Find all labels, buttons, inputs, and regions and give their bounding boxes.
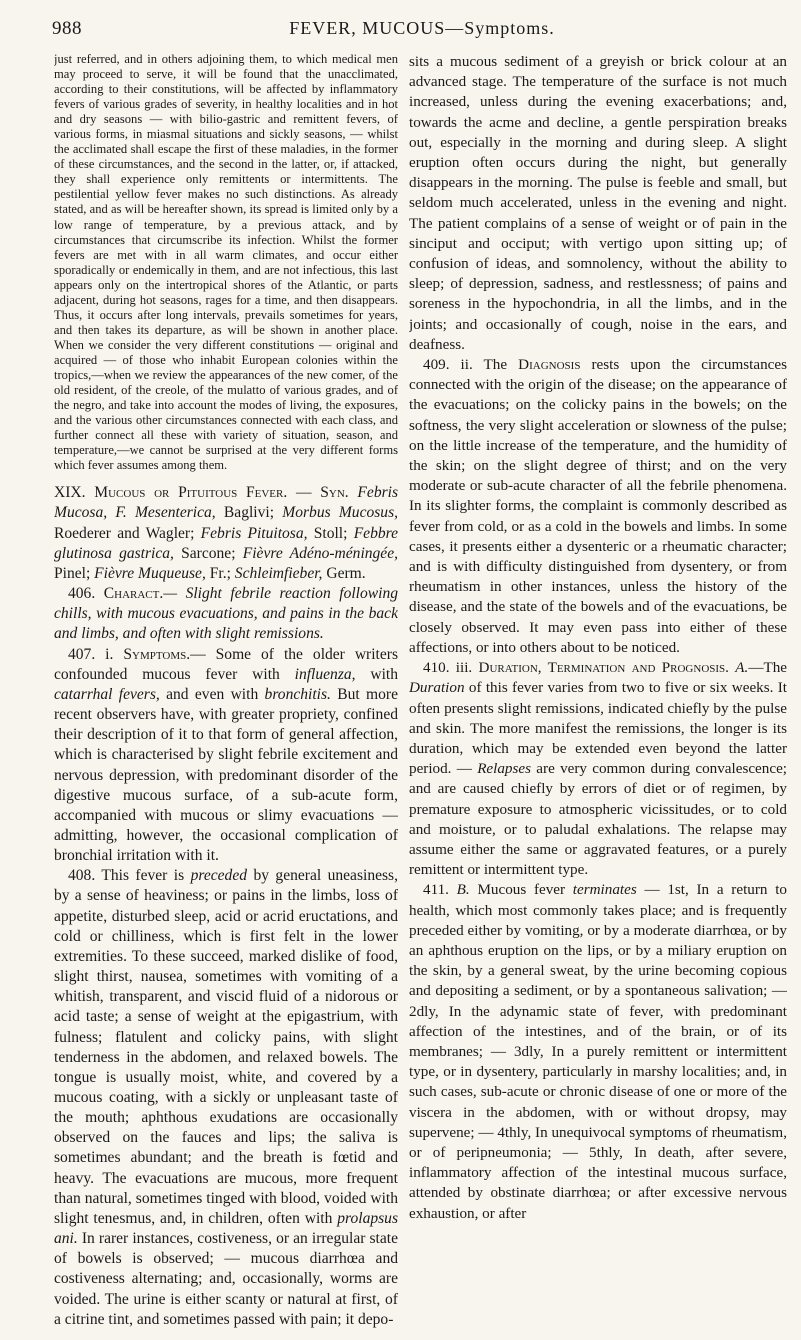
synonym-author: Roederer and Wagler; [54, 524, 195, 542]
syn-label: — Syn. [295, 484, 349, 502]
paragraph-411 [409, 880, 787, 1223]
paragraph-407 [54, 645, 398, 867]
para-italic: terminates [572, 881, 637, 899]
para-text: and even with [159, 685, 265, 703]
page-header [52, 18, 792, 44]
paragraph-406 [54, 584, 398, 644]
synonym-author: Fr.; [209, 564, 231, 582]
para-italic: prolapsus ani. [54, 1209, 398, 1248]
synonym-term: Morbus Mucosus, [282, 504, 398, 522]
para-label: Charact. [103, 585, 164, 603]
synonym-term: F. Mesenterica, [115, 504, 216, 522]
synonym-author: Baglivi; [223, 504, 275, 522]
para-italic: influenza, [294, 665, 356, 683]
para-text: —The [748, 659, 787, 677]
para-text: by general uneasiness, by a sense of heaviness; or pains in the limbs, loss of appetite, disturbed sleep, acid or acrid eructations, and cold or chilliness, which is first felt in the lower extremities. To these succeed, marked dislike of food, slight thirst, nausea, sometimes with vomiting of a whitish, transparent, and viscid fluid of a nidorous or acid taste; a sense of weight at the epigastrium, with fulness; flatulent and colicky pains, with slight tenderness in the abdomen, and relaxed bowels. The tongue is usually moist, white, and covered by a mucous coating, with a sickly or unpleasant taste of the mouth; aphthous exudations are occasionally observed on the fauces and lips; the saliva is sometimes abundant; and the breath is fœtid and heavy. The evacuations are mucous, more frequent than natural, sometimes tinged with blood, voided with slight tenesmus, and, in children, often with [54, 867, 398, 1227]
continued-paragraph: just referred, and in others adjoining them, to which medical men may proceed to serve, it will be found that the unacclimated, according to their constitutions, will be affected by inflammatory fevers of various grades of severity, in healthy localities and in hot and dry seasons — with bilio-gastric and remittent fevers, of various forms, in miasmal situations and sickly seasons, — whilst the acclimated shall escape the first of these maladies, in the former of these circumstances, and the second in the latter, or, if attacked, they shall experience only remittents or intermittents. The pestilential yellow fever makes no such distinctions. As already stated, and as will be hereafter shown, its spread is limited only by a low range of temperature, by a previous attack, and by circumstances that circumscribe its infection. Whilst the former fevers are met with in all warm climates, and occur either sporadically or endemically in them, and are not infectious, this last appears only on the intertropical shores of the Atlantic, or parts adjacent, during hot seasons, rages for a time, and then disappears. Thus, it occurs after long intervals, prevails sometimes for years, and then takes its departure, as will be shown in another place. When we consider the very different constitutions — original and acquired — of those who inhabit European colonies within the tropics,—when we review the appearances of the new comer, of the old resident, of the creole, of the mulatto of various grades, and of the negro, and take into account the modes of living, the exposures, and the various other circumstances connected with each class, and further connect all these with variety of situation, season, and temperature,—we cannot be surprised at the very different forms which fever assumes among them. [54, 52, 398, 473]
running-head: FEVER, MUCOUS—Symptoms. [289, 18, 555, 38]
para-label: Symptoms. [123, 645, 191, 663]
synonym-author: Pinel; [54, 564, 91, 582]
synonym-term: Fièvre Adéno-méningée, [242, 544, 398, 562]
right-column [409, 52, 787, 1332]
para-label: Duration, Termination and Prognosis. [478, 659, 729, 677]
synonym-author: Stoll; [313, 524, 348, 542]
para-text: — Some of the older writers confounded mucous fever with [54, 645, 398, 683]
para-italic: Relapses [477, 760, 532, 778]
para-italic: B. [456, 881, 470, 899]
paragraph-408-continued: sits a mucous sediment of a greyish or brick colour at an advanced stage. The temperature of the surface is not much increased, unless during the evening exacerbations; and, towards the acme and decline, a gentle perspiration breaks out, especially in the morning and during sleep. A slight eruption often occurs during the night, but generally disappears in the morning. The pulse is feeble and small, but seldom much accelerated, unless in the evening and night. The patient complains of a sense of weight or of pain in the sinciput and occiput; with vertigo upon sitting up; of confusion of ideas, and somnolency, without the ability to sleep; of depression, sadness, and restlessness; of pains and soreness in the hypochondria, in all the limbs, and in the joints; and occasionally of cough, noise in the ears, and deafness. [409, 53, 787, 353]
synonym-term: Fièvre Muqueuse, [94, 564, 206, 582]
left-column [54, 52, 398, 1332]
synonym-term: Febris Pituitosa, [200, 524, 308, 542]
para-number: 406. [68, 585, 96, 603]
para-italic: catarrhal fevers, [54, 685, 160, 703]
para-text: — Slight febrile reaction following chills, with mucous evacuations, and pains in the back and limbs, and often with slight remissions. [54, 585, 398, 643]
paragraph-410 [409, 658, 787, 880]
synonym-author: Sarcone; [181, 544, 236, 562]
para-number: 407. i. [68, 645, 114, 663]
para-italic: bronchitis. [264, 685, 331, 703]
para-text: — 1st, In a return to health, which most commonly takes place; and is frequently preceded either by vomiting, or by a moderate diarrhœa, or by an aphthous eruption on the lips, or by a miliary eruption on the skin, by a general sweat, by the urine becoming copious and depositing a sediment, or by a spontaneous salivation; — 2dly, In the adynamic state of fever, with predominant affection of the intestines, and of the brain, or of its membranes; — 3dly, In a purely remittent or intermittent type, or in dysentery, particularly in marshy localities; and, in such cases, sub-acute or chronic disease of one or more of the viscera in the abdomen, with or without dropsy, may supervene; — 4thly, In unequivocal symptoms of rheumatism, or of peripneumonia; — 5thly, In death, after severe, inflammatory affection of the intestinal mucous surface, attended by obstinate diarrhœa; or after excessive nervous exhaustion, or after [409, 881, 787, 1222]
synonym-term: Schleimfieber, [234, 564, 323, 582]
para-label: Diagnosis [518, 356, 581, 374]
section-heading [54, 483, 398, 584]
synonym-term: Febbre glutinosa gastrica, [54, 524, 398, 562]
para-italic: preceded [190, 867, 248, 885]
section-number: XIX. [54, 484, 86, 502]
synonym-author: Germ. [326, 564, 366, 582]
para-italic: A. [735, 659, 749, 677]
para-text: with [355, 665, 398, 683]
para-text: rests upon the circumstances connected with the origin of the disease; on the appearance of the evacuations; on the colicky pains in the bowels; on the softness, the very slight acceleration or slowness of the pulse; on the little increase of the temperature, and the humidity of the skin; on the slight degree of thirst; and on the very moderate or sub-acute character of all the febrile phenomena. In its slighter forms, the complaint is commonly described as fever from cold, or as a cold in the bowels and limbs. In some cases, it presents either a dysenteric or a rheumatic character; and is with difficulty distinguished from dysentery, or from rheumatism in other instances, unless the history of the disease, and the state of the bowels and of the evacuations, be closely observed. It may even pass into either of these affections, or into others about to be noticed. [409, 356, 787, 656]
paragraph-408 [54, 866, 398, 1330]
paragraph-409 [409, 355, 787, 658]
para-number: 409. ii. The [423, 356, 508, 374]
para-text: 408. This fever is [68, 867, 191, 885]
para-text: 411. [423, 881, 457, 899]
para-text: of this fever varies from two to five or six weeks. It often presents slight remissions, indicated chiefly by the pulse and skin. The more manifest the remissions, the longer is its duration, which may be extended even beyond the latter period. — [409, 679, 787, 778]
para-text: Mucous fever [469, 881, 573, 899]
para-italic: Duration [409, 679, 465, 697]
para-number: 410. iii. [423, 659, 473, 677]
para-text: In rarer instances, costiveness, or an irregular state of bowels is observed; — mucous diarrhœa and costiveness alternating; and, occasionally, worms are voided. The urine is either scanty or natural at first, of a citrine tint, and sometimes passed with pain; it depo- [54, 1230, 398, 1328]
page-number: 988 [52, 18, 82, 39]
section-title: Mucous or Pituitous Fever. [94, 484, 288, 502]
para-text: are very common during convalescence; and are caused chiefly by errors of diet or of regimen, by premature exposure to atmospheric vicissitudes, or to cold and moisture, or to paludal exhalations. The relapse may assume either the same or aggravated features, or a purely remittent or intermittent type. [409, 760, 787, 879]
para-text: But more recent observers have, with greater propriety, confined their description of it to that form of general affection, which is characterised by slight febrile excitement and nervous depression, with predominant disorder of the digestive mucous surface, of a sub-acute form, accompanied with mucous or slimy evacuations — admitting, however, the occasional complication of bronchial irritation with it. [54, 685, 398, 865]
synonym-term: Febris Mucosa, [54, 484, 398, 522]
